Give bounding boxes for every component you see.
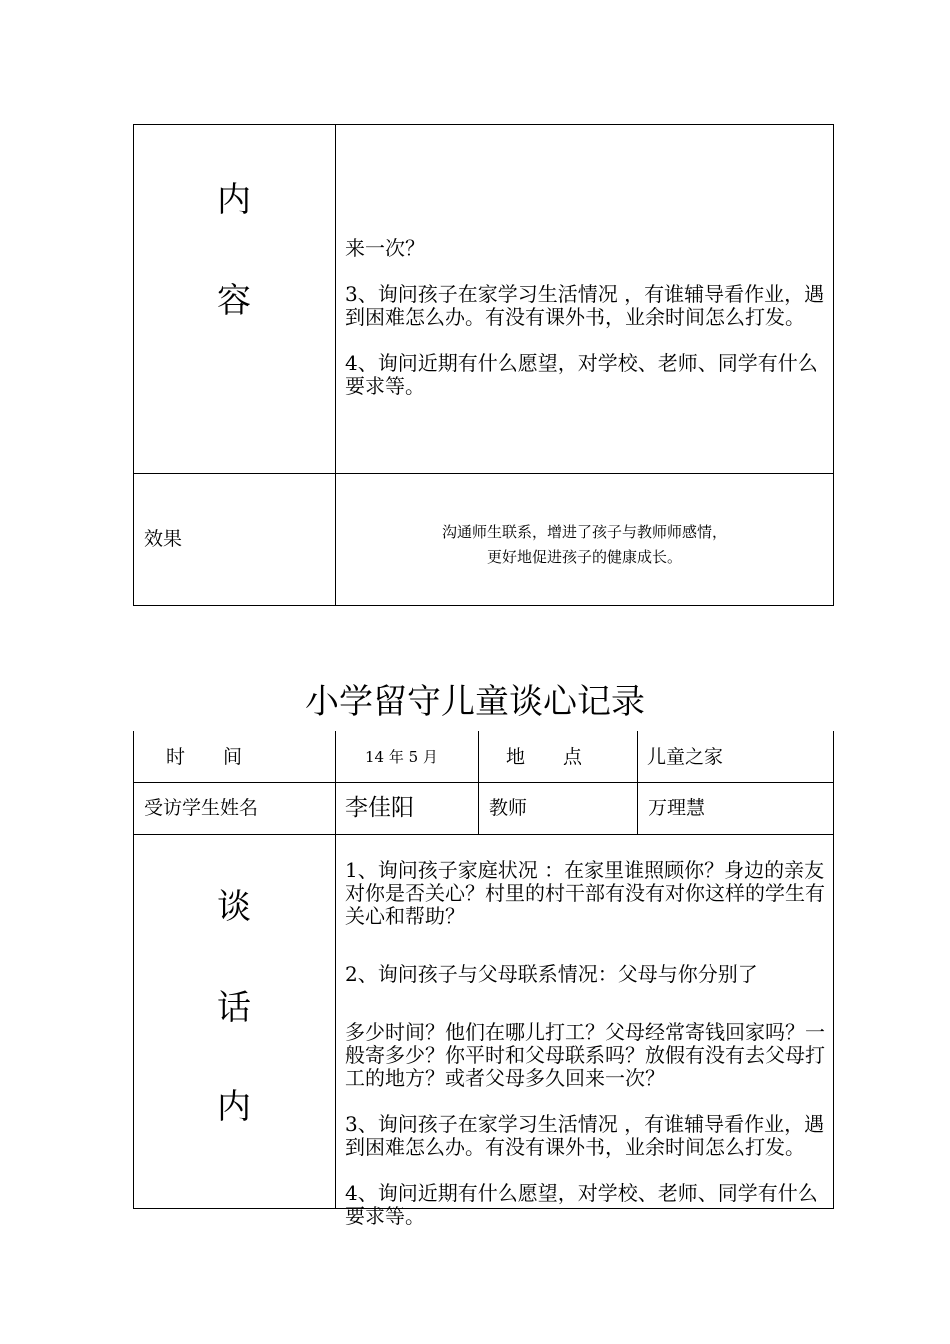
- talk-text: [345, 836, 827, 1251]
- talk-paragraph: 2、询问孩子与父母联系情况：父母与你分别了: [345, 962, 758, 986]
- content-label-char: 容: [217, 281, 251, 321]
- talk-paragraph: 1、询问孩子家庭状况 ：在家里谁照顾你？身边的亲友对你是否关心？村里的村干部有没有对你这样的学生有关心和帮助？: [345, 858, 825, 928]
- table-border: [133, 605, 834, 606]
- content-paragraph: 来一次？: [345, 236, 425, 260]
- effect-line: 更好地促进孩子的健康成长。: [486, 548, 682, 566]
- effect-line: 沟通师生联系，增进了孩子与教师师感情，: [441, 523, 727, 541]
- table-border: [833, 731, 834, 1209]
- student-value: 李佳阳: [345, 795, 414, 821]
- place-label: 地 点: [506, 746, 583, 768]
- talk-label-char: 话: [217, 988, 251, 1028]
- page-title: 小学留守儿童谈心记录: [305, 682, 645, 722]
- teacher-label: 教师: [489, 797, 528, 819]
- table-border: [133, 473, 834, 474]
- talk-paragraph: 多少时间？他们在哪儿打工？父母经常寄钱回家吗？一般寄多少？你平时和父母联系吗？放假有没有去父母打工的地方？或者父母多久回来一次？: [345, 1020, 825, 1090]
- table-border: [335, 731, 336, 1209]
- place-value: 儿童之家: [647, 746, 724, 768]
- talk-label-char: 谈: [217, 887, 251, 927]
- time-value: 14 年 5 月: [365, 748, 438, 766]
- table-border: [133, 124, 134, 606]
- table-border: [133, 834, 834, 835]
- table-border: [133, 782, 834, 783]
- content-paragraph: 3、询问孩子在家学习生活情况 ，有谁辅导看作业，遇到困难怎么办。有没有课外书，业余时间怎么打发。: [345, 282, 825, 329]
- teacher-value: 万理慧: [648, 797, 706, 819]
- effect-label: 效果: [144, 528, 183, 550]
- talk-label-char: 内: [217, 1087, 251, 1127]
- talk-paragraph: 3、询问孩子在家学习生活情况 ，有谁辅导看作业，遇到困难怎么办。有没有课外书，业余时间怎么打发。: [345, 1112, 825, 1159]
- content-paragraph: 4、询问近期有什么愿望，对学校、老师、同学有什么要求等。: [345, 351, 818, 398]
- time-label: 时 间: [166, 746, 243, 768]
- content-text: [345, 214, 827, 421]
- table-border: [637, 731, 638, 835]
- student-label: 受访学生姓名: [144, 797, 259, 819]
- table-border: [133, 731, 134, 1209]
- table-border: [133, 124, 834, 125]
- talk-paragraph: 4、询问近期有什么愿望，对学校、老师、同学有什么要求等。: [345, 1181, 818, 1228]
- table-border: [478, 731, 479, 835]
- effect-text: [336, 520, 833, 570]
- content-label-char: 内: [217, 180, 251, 220]
- table-border: [833, 124, 834, 606]
